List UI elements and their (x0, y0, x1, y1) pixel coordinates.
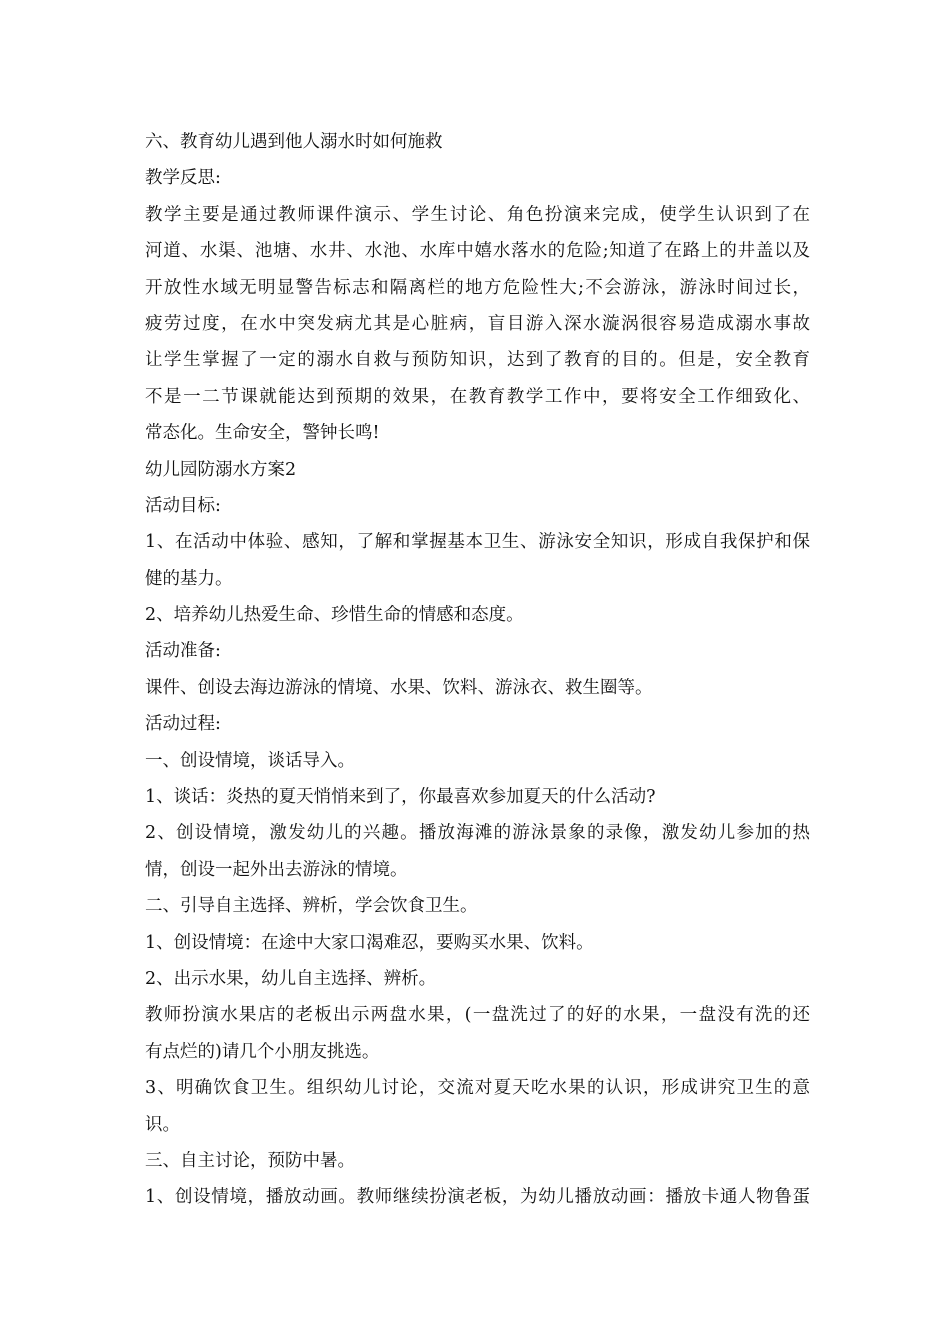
text-line: 活动准备: (145, 641, 221, 662)
text-line: 健的基力。 (145, 568, 233, 589)
section-title: 幼儿园防溺水方案2 (145, 459, 297, 480)
text-line: 识。 (145, 1114, 180, 1135)
text-line: 教师扮演水果店的老板出示两盘水果，(一盘洗过了的好的水果，一盘没有洗的还 (145, 1005, 810, 1026)
text-line: 六、教育幼儿遇到他人溺水时如何施救 (145, 132, 443, 152)
text-line: 河道、水渠、池塘、水井、水池、水库中嬉水落水的危险;知道了在路上的井盖以及 (145, 241, 810, 262)
text-line: 教学反思: (145, 168, 221, 189)
text-line: 2、创设情境，激发幼儿的兴趣。播放海滩的游泳景象的录像，激发幼儿参加的热 (145, 823, 810, 844)
text-line: 二、引导自主选择、辨析，学会饮食卫生。 (145, 896, 478, 917)
text-line: 三、自主讨论，预防中暑。 (145, 1150, 355, 1171)
text-line: 让学生掌握了一定的溺水自救与预防知识，达到了教育的目的。但是，安全教育 (145, 350, 810, 371)
text-line: 2、培养幼儿热爱生命、珍惜生命的情感和态度。 (145, 605, 524, 626)
text-line: 教学主要是通过教师课件演示、学生讨论、角色扮演来完成，使学生认识到了在 (145, 204, 810, 225)
text-line: 活动过程: (145, 714, 221, 735)
text-line: 疲劳过度，在水中突发病尤其是心脏病，盲目游入深水漩涡很容易造成溺水事故 (145, 313, 810, 334)
text-line: 1、创设情境：在途中大家口渴难忍，要购买水果、饮料。 (145, 932, 594, 953)
text-line: 开放性水域无明显警告标志和隔离栏的地方危险性大;不会游泳，游泳时间过长， (145, 277, 810, 298)
text-line: 课件、创设去海边游泳的情境、水果、饮料、游泳衣、救生圈等。 (145, 677, 653, 698)
text-line: 1、在活动中体验、感知，了解和掌握基本卫生、游泳安全知识，形成自我保护和保 (145, 532, 810, 553)
text-line: 不是一二节课就能达到预期的效果，在教育教学工作中，要将安全工作细致化、 (145, 386, 810, 407)
text-line: 一、创设情境，谈话导入。 (145, 750, 355, 771)
text-line: 1、谈话：炎热的夏天悄悄来到了，你最喜欢参加夏天的什么活动? (145, 787, 656, 808)
text-line: 活动目标: (145, 495, 221, 516)
text-line: 有点烂的)请几个小朋友挑选。 (145, 1041, 380, 1062)
text-line: 1、创设情境，播放动画。教师继续扮演老板，为幼儿播放动画：播放卡通人物鲁蛋 (145, 1187, 810, 1208)
document-body (145, 124, 810, 1216)
text-line: 情，创设一起外出去游泳的情境。 (145, 859, 408, 880)
text-line: 常态化。生命安全，警钟长鸣! (145, 423, 380, 444)
text-line: 3、明确饮食卫生。组织幼儿讨论，交流对夏天吃水果的认识，形成讲究卫生的意 (145, 1078, 810, 1099)
text-line: 2、出示水果，幼儿自主选择、辨析。 (145, 968, 437, 989)
